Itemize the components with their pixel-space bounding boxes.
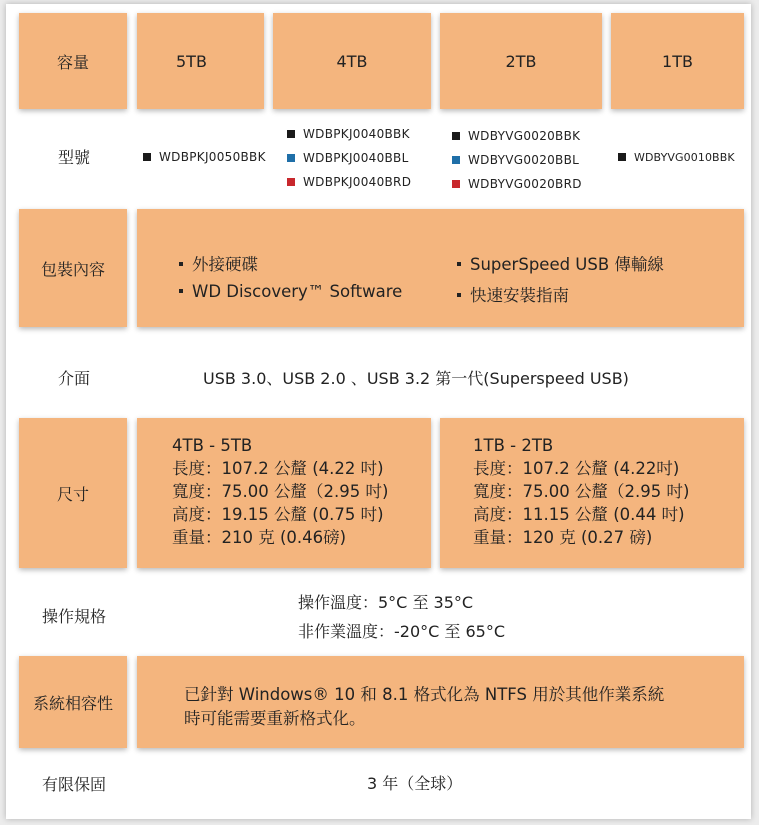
- capacity-2tb: 2TB: [505, 51, 537, 71]
- capacity-label-cell: [19, 13, 127, 109]
- model-item: WDBYVG0020BRD: [452, 172, 582, 196]
- package-item: 外接硬碟: [179, 251, 258, 275]
- model-list-2tb: [452, 124, 582, 196]
- black-swatch-icon: [143, 153, 151, 161]
- dimension-height: 高度：19.15 公釐 (0.75 吋): [172, 505, 384, 524]
- operating-label: 操作規格: [41, 606, 106, 626]
- interface-value: USB 3.0、USB 2.0 、USB 3.2 第一代(Superspeed USB): [203, 369, 629, 388]
- models-label: 型號: [57, 147, 90, 167]
- black-swatch-icon: [618, 153, 626, 161]
- warranty-value: 3 年（全球）: [367, 774, 463, 793]
- black-swatch-icon: [287, 130, 295, 138]
- nonoperating-temp: 非作業溫度：-20°C 至 65°C: [298, 622, 506, 641]
- dimensions-label: 尺寸: [56, 484, 89, 504]
- model-item: WDBYVG0010BBK: [618, 145, 735, 169]
- blue-swatch-icon: [287, 154, 295, 162]
- compatibility-label: 系統相容性: [32, 693, 113, 713]
- capacity-label: 容量: [56, 52, 89, 72]
- operating-temp: 操作溫度：5°C 至 35°C: [298, 593, 474, 612]
- compatibility-content-cell: [137, 656, 744, 748]
- package-content-cell: [137, 209, 744, 327]
- model-item: WDBYVG0020BBL: [452, 148, 582, 172]
- dimensions-right-cell: [440, 418, 744, 568]
- capacity-2tb-cell: [440, 13, 602, 109]
- package-label: 包裝內容: [40, 259, 105, 279]
- warranty-label: 有限保固: [41, 774, 106, 794]
- capacity-1tb: 1TB: [662, 51, 693, 71]
- model-list-5tb: [143, 145, 266, 169]
- dimensions-right-text: [473, 434, 689, 549]
- red-swatch-icon: [287, 178, 295, 186]
- capacity-4tb-cell: [273, 13, 431, 109]
- capacity-4tb: 4TB: [336, 51, 368, 71]
- dimension-weight: 重量：120 克 (0.27 磅): [473, 528, 653, 547]
- model-item: WDBYVG0020BBK: [452, 124, 582, 148]
- red-swatch-icon: [452, 180, 460, 188]
- model-item: WDBPKJ0050BBK: [143, 145, 266, 169]
- dimension-weight: 重量：210 克 (0.46磅): [172, 528, 347, 547]
- package-item: 快速安裝指南: [457, 282, 569, 306]
- capacity-1tb-cell: [611, 13, 744, 109]
- compatibility-line-1: 已針對 Windows® 10 和 8.1 格式化為 NTFS 用於其他作業系統: [184, 685, 665, 704]
- interface-label: 介面: [57, 368, 90, 388]
- dimensions-left-cell: [137, 418, 431, 568]
- dimension-title: 1TB - 2TB: [473, 436, 554, 455]
- dimensions-label-cell: [19, 418, 127, 568]
- dimension-title: 4TB - 5TB: [172, 436, 253, 455]
- black-swatch-icon: [452, 132, 460, 140]
- dimensions-left-text: [172, 434, 388, 549]
- package-label-cell: [19, 209, 127, 327]
- capacity-5tb: 5TB: [176, 51, 207, 71]
- dimension-width: 寬度：75.00 公釐（2.95 吋): [473, 482, 690, 501]
- dimension-width: 寬度：75.00 公釐（2.95 吋): [172, 482, 389, 501]
- package-item: WD Discovery™ Software: [179, 282, 402, 301]
- model-item: WDBPKJ0040BBK: [287, 122, 411, 146]
- capacity-5tb-cell: [137, 13, 264, 109]
- model-list-4tb: [287, 122, 411, 194]
- compatibility-line-2: 時可能需要重新格式化。: [184, 709, 366, 728]
- package-item: SuperSpeed USB 傳輸線: [457, 251, 664, 275]
- model-item: WDBPKJ0040BRD: [287, 170, 411, 194]
- blue-swatch-icon: [452, 156, 460, 164]
- compatibility-label-cell: [19, 656, 127, 748]
- dimension-length: 長度：107.2 公釐 (4.22吋): [473, 459, 680, 478]
- dimension-height: 高度：11.15 公釐 (0.44 吋): [473, 505, 685, 524]
- model-item: WDBPKJ0040BBL: [287, 146, 411, 170]
- model-list-1tb: [618, 145, 735, 169]
- dimension-length: 長度：107.2 公釐 (4.22 吋): [172, 459, 384, 478]
